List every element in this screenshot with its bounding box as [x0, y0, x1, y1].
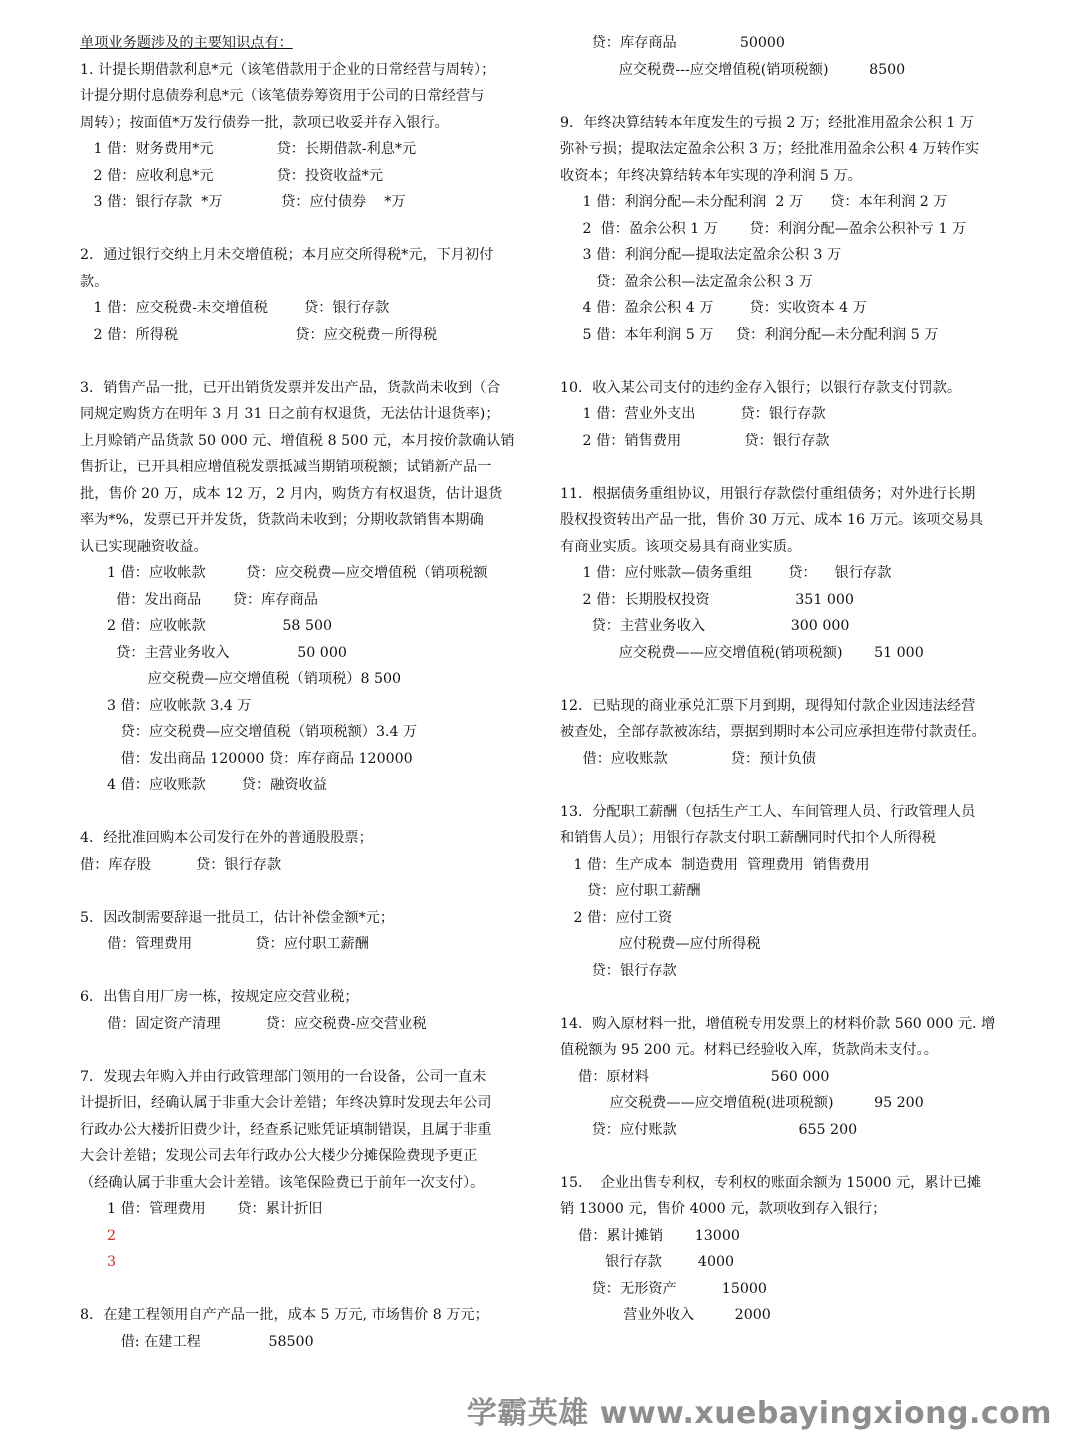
text-line: 借：库存股 贷：银行存款 — [80, 856, 282, 873]
text-line: 率为*%，发票已开并发货，货款尚未收到；分期收款销售本期确 — [80, 512, 484, 528]
text-line: 15. 企业出售专利权，专利权的账面余额为 15000 元，累计已摊 — [560, 1174, 982, 1191]
text-line: 贷：无形资产 15000 — [560, 1280, 767, 1297]
text-line: 股权投资转出产品一批，售价 30 万元、成本 16 万元。该项交易具 — [560, 512, 984, 528]
text-line: 大会计差错；发现公司去年行政办公大楼少分摊保险费现予更正 — [80, 1148, 478, 1164]
text-line: 4 借：盈余公积 4 万 贷：实收资本 4 万 — [560, 300, 867, 316]
text-line: 3 借：利润分配—提取法定盈余公积 3 万 — [560, 247, 842, 263]
text-line: 7．发现去年购入并由行政管理部门领用的一台设备，公司一直未 — [80, 1068, 487, 1085]
text-line: 8．在建工程领用自产产品一批，成本 5 万元, 市场售价 8 万元； — [80, 1307, 489, 1323]
text-line: 同规定购货方在明年 3 月 31 日之前有权退货，无法估计退货率)； — [80, 406, 500, 422]
text-line: 计提折旧，经确认属于非重大会计差错；年终决算时发现去年公司 — [80, 1095, 492, 1111]
text-line: 销 13000 元，售价 4000 元，款项收到存入银行； — [560, 1201, 887, 1217]
blank-line — [80, 348, 525, 375]
text-line: 售折让，已开具相应增值税发票抵减当期销项税额；试销新产品一 — [80, 459, 492, 475]
text-line: 2 借：应收帐款 58 500 — [80, 618, 333, 634]
text-line: 14．购入原材料一批，增值税专用发票上的材料价款 560 000 元. 增 — [560, 1015, 996, 1032]
blank-line — [560, 666, 1005, 693]
text-line: 4 借：应收账款 贷：融资收益 — [80, 777, 327, 793]
text-line: 和销售人员）；用银行存款支付职工薪酬同时代扣个人所得税 — [560, 830, 936, 846]
text-line: 借：原材料 560 000 — [560, 1068, 830, 1085]
text-line: 1 借：利润分配—未分配利润 2 万 贷：本年利润 2 万 — [560, 194, 948, 210]
blank-line — [80, 799, 525, 826]
text-line: 1 借：应付账款—债务重组 贷： 银行存款 — [560, 565, 892, 581]
text-line: 应交税费---应交增值税(销项税额) 8500 — [560, 61, 906, 78]
text-line: 2 借：盈余公积 1 万 贷：利润分配—盈余公积补亏 1 万 — [560, 220, 967, 237]
text-line: （经确认属于非重大会计差错。该笔保险费已于前年一次支付）。 — [80, 1174, 485, 1191]
blank-line — [560, 1143, 1005, 1170]
text-line: 贷：主营业务收入 50 000 — [80, 644, 347, 661]
text-line: 认已实现融资收益。 — [80, 538, 208, 555]
text-line: 计提分期付息债券利息*元（该笔债券筹资用于公司的日常经营与 — [80, 88, 485, 104]
text-line: 1 借：营业外支出 贷：银行存款 — [560, 406, 826, 422]
text-line: 批，售价 20 万，成本 12 万，2 月内，购货方有权退货，估计退货 — [80, 485, 503, 502]
blank-line — [560, 454, 1005, 481]
watermark: 学霸英雄 www.xuebayingxiong.com — [466, 1396, 1052, 1431]
right-column — [560, 30, 1005, 1329]
text-line: 1 借：应收帐款 贷：应交税费—应交增值税（销项税额 — [80, 565, 488, 581]
text-line: 5．因改制需要辞退一批员工，估计补偿金额*元； — [80, 909, 395, 926]
blank-line — [560, 83, 1005, 110]
blank-line — [80, 1037, 525, 1064]
text-line: 借：应收账款 贷：预计负债 — [560, 750, 816, 767]
text-line: 1 借：管理费用 贷：累计折旧 — [80, 1201, 323, 1217]
text-line: 6．出售自用厂房一栋，按规定应交营业税； — [80, 989, 359, 1005]
text-line: 行政办公大楼折旧费少计，经查系记账凭证填制错误，且属于非重 — [80, 1121, 492, 1138]
text-line: 2 借：销售费用 贷：银行存款 — [560, 432, 830, 449]
blank-line — [80, 958, 525, 985]
text-line: 借：管理费用 贷：应付职工薪酬 — [80, 936, 369, 952]
text-line: 借：发出商品 贷：库存商品 — [80, 591, 318, 608]
text-line: 3 — [80, 1254, 117, 1270]
text-line: 4．经批准回购本公司发行在外的普通股股票； — [80, 830, 373, 846]
text-line: 3．销售产品一批，已开出销货发票并发出产品，货款尚未收到（合 — [80, 379, 501, 396]
text-line: 2 借：应收利息*元 贷：投资收益*元 — [80, 167, 384, 184]
text-line: 2 借：应付工资 — [560, 909, 673, 926]
text-line: 借: 在建工程 58500 — [80, 1333, 314, 1350]
text-line: 9．年终决算结转本年度发生的亏损 2 万；经批准用盈余公积 1 万 — [560, 114, 974, 131]
text-line: 贷：盈余公积—法定盈余公积 3 万 — [560, 273, 813, 290]
text-line: 2 借：长期股权投资 351 000 — [560, 591, 854, 608]
blank-line — [560, 984, 1005, 1011]
text-line: 2．通过银行交纳上月未交增值税；本月应交所得税*元，下月初付 — [80, 247, 494, 263]
text-line: 款。 — [80, 273, 109, 290]
text-line: 贷：应付账款 655 200 — [560, 1121, 858, 1138]
text-line: 收资本；年终决算结转本年实现的净利润 5 万。 — [560, 167, 862, 184]
text-line: 应付税费—应付所得税 — [560, 936, 761, 952]
blank-line — [80, 216, 525, 243]
text-line: 营业外收入 2000 — [560, 1307, 771, 1323]
text-line: 12．已贴现的商业承兑汇票下月到期，现得知付款企业因违法经营 — [560, 697, 976, 714]
left-column — [80, 30, 525, 1355]
text-line: 贷：应付职工薪酬 — [560, 883, 701, 899]
text-line: 值税额为 95 200 元。材料已经验收入库，货款尚未支付。。 — [560, 1042, 938, 1058]
text-line: 被查处，全部存款被冻结，票据到期时本公司应承担连带付款责任。 — [560, 724, 986, 740]
text-line: 5 借：本年利润 5 万 贷：利润分配—未分配利润 5 万 — [560, 326, 939, 343]
text-line: 2 借：所得税 贷：应交税费－所得税 — [80, 326, 438, 343]
text-line: 11．根据债务重组协议，用银行存款偿付重组债务；对外进行长期 — [560, 485, 976, 502]
text-line: 1 借：生产成本 制造费用 管理费用 销售费用 — [560, 856, 870, 873]
text-line: 2 — [80, 1227, 117, 1244]
blank-line — [560, 772, 1005, 799]
text-line: 贷：库存商品 50000 — [560, 35, 785, 51]
text-line: 贷：主营业务收入 300 000 — [560, 618, 850, 634]
text-line: 1 借：应交税费-未交增值税 贷：银行存款 — [80, 300, 390, 316]
text-line: 有商业实质。该项交易具有商业实质。 — [560, 538, 802, 555]
text-line: 1 借：财务费用*元 贷：长期借款-利息*元 — [80, 141, 417, 157]
text-line: 3 借：应收帐款 3.4 万 — [80, 697, 252, 714]
text-line: 应交税费——应交增值税(销项税额) 51 000 — [560, 644, 924, 661]
text-line: 上月赊销产品货款 50 000 元、增值税 8 500 元，本月按价款确认销 — [80, 432, 515, 449]
text-line: 单项业务题涉及的主要知识点有： — [80, 35, 293, 51]
text-line: 3 借：银行存款 *万 贷：应付债券 *万 — [80, 194, 406, 210]
text-line: 1. 计提长期借款利息*元（该笔借款用于企业的日常经营与周转）； — [80, 61, 496, 78]
text-line: 应交税费——应交增值税(进项税额) 95 200 — [560, 1095, 924, 1111]
text-line: 银行存款 4000 — [560, 1254, 735, 1270]
text-line: 应交税费—应交增值税（销项税）8 500 — [80, 671, 402, 687]
text-line: 借：累计摊销 13000 — [560, 1227, 740, 1244]
text-line: 10．收入某公司支付的违约金存入银行；以银行存款支付罚款。 — [560, 379, 962, 396]
text-line: 弥补亏损；提取法定盈余公积 3 万；经批准用盈余公积 4 万转作实 — [560, 141, 980, 157]
blank-line — [560, 348, 1005, 375]
text-line: 借：固定资产清理 贷：应交税费-应交营业税 — [80, 1015, 427, 1032]
text-line: 借：发出商品 120000 贷：库存商品 120000 — [80, 750, 413, 767]
blank-line — [80, 1276, 525, 1303]
text-line: 13．分配职工薪酬（包括生产工人、车间管理人员、行政管理人员 — [560, 803, 976, 820]
blank-line — [80, 878, 525, 905]
text-line: 周转）；按面值*万发行债券一批，款项已收妥并存入银行。 — [80, 114, 449, 131]
text-line: 贷：银行存款 — [560, 962, 677, 979]
text-line: 贷：应交税费—应交增值税（销项税额）3.4 万 — [80, 724, 418, 740]
